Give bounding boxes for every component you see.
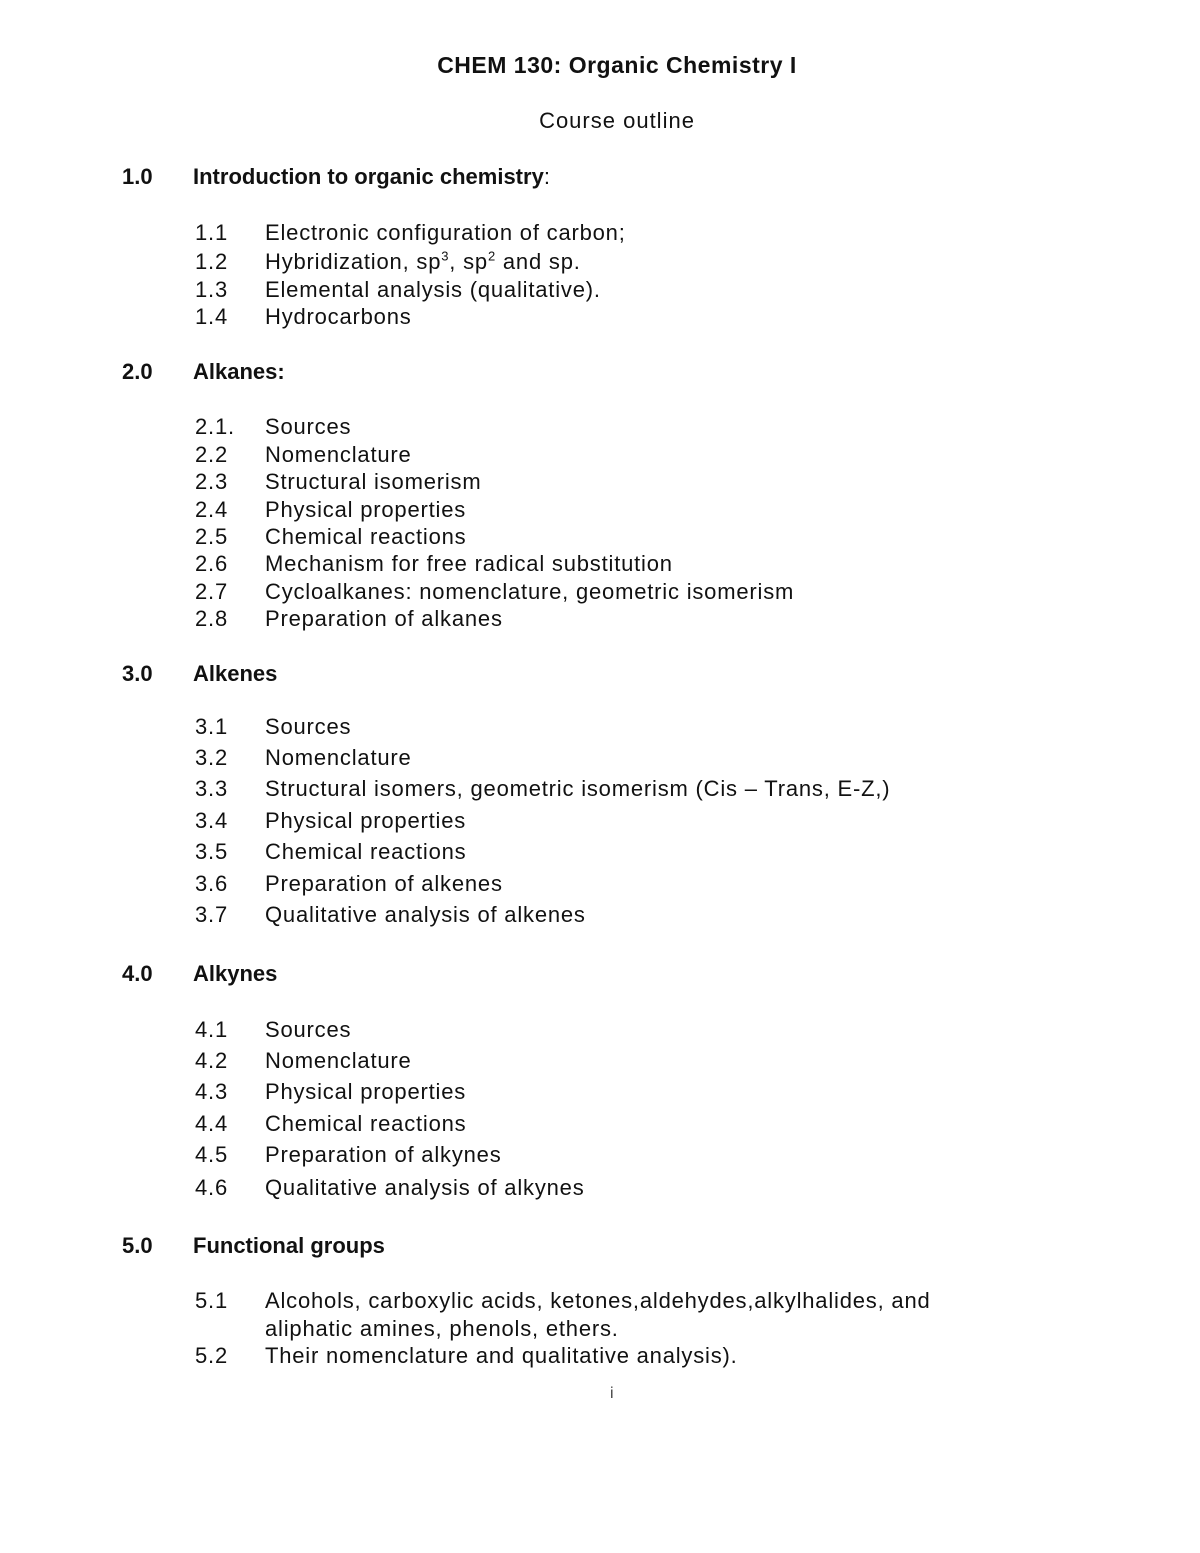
- item-number: 1.4: [195, 304, 228, 329]
- item-number: 2.6: [195, 551, 228, 576]
- item-text: Electronic configuration of carbon;: [265, 220, 626, 245]
- item-number: 2.4: [195, 497, 228, 522]
- item-text: Preparation of alkenes: [265, 871, 503, 896]
- document-subtitle: Course outline: [539, 108, 695, 133]
- section-heading-4: [122, 961, 277, 987]
- superscript: 3: [441, 248, 450, 264]
- item-number: 4.5: [195, 1142, 228, 1167]
- item-text: Nomenclature: [265, 745, 412, 770]
- item-text: Physical properties: [265, 497, 467, 522]
- item-number: 3.3: [195, 776, 228, 801]
- item-number: 4.4: [195, 1111, 228, 1136]
- item-text: Chemical reactions: [265, 524, 467, 549]
- item-number: 5.1: [195, 1288, 228, 1313]
- item-number: 4.3: [195, 1079, 228, 1104]
- section-title: Introduction to organic chemistry: [193, 164, 544, 189]
- item-text: Hybridization, $sp^3$, $sp^2$ and sp.: [265, 248, 581, 274]
- section-title-suffix: :: [543, 164, 550, 189]
- section-number: 1.0: [122, 164, 153, 189]
- item-number: 3.4: [195, 808, 228, 833]
- item-text: Nomenclature: [265, 442, 412, 467]
- item-number: 3.2: [195, 745, 228, 770]
- section-number: 2.0: [122, 359, 153, 384]
- section-number: 3.0: [122, 661, 153, 686]
- document-title: CHEM 130: Organic Chemistry I: [437, 52, 797, 78]
- item-text: Preparation of alkynes: [265, 1142, 502, 1167]
- item-number: 2.1.: [195, 414, 235, 439]
- item-number: 1.1: [195, 220, 228, 245]
- section-title: Alkynes: [193, 961, 278, 986]
- item-number: 2.2: [195, 442, 228, 467]
- item-text: Their nomenclature and qualitative analysis).: [265, 1343, 738, 1368]
- section-number: 5.0: [122, 1233, 153, 1258]
- item-text: Cycloalkanes: nomenclature, geometric isomerism: [265, 579, 795, 604]
- item-text: Sources: [265, 714, 352, 739]
- item-text: Structural isomerism: [265, 469, 482, 494]
- page-number: i: [610, 1385, 614, 1402]
- item-text: Sources: [265, 1017, 352, 1042]
- item-number: 3.1: [195, 714, 228, 739]
- item-text: aliphatic amines, phenols, ethers.: [265, 1316, 619, 1341]
- item-number: 5.2: [195, 1343, 228, 1368]
- item-number: 1.2: [195, 249, 228, 274]
- item-text: Physical properties: [265, 808, 467, 833]
- item-text: Qualitative analysis of alkenes: [265, 902, 586, 927]
- item-text: Alcohols, carboxylic acids, ketones,aldehydes,alkylhalides, and: [265, 1288, 931, 1313]
- item-text: Elemental analysis (qualitative).: [265, 277, 601, 302]
- item-number: 2.7: [195, 579, 228, 604]
- item-text: Qualitative analysis of alkynes: [265, 1175, 585, 1200]
- item-number: 3.6: [195, 871, 228, 896]
- item-number: 3.7: [195, 902, 228, 927]
- item-text: Preparation of alkanes: [265, 606, 503, 631]
- section-heading-1: [122, 164, 550, 190]
- item-text: Mechanism for free radical substitution: [265, 551, 673, 576]
- item-number: 3.5: [195, 839, 228, 864]
- section-title: Alkenes: [193, 661, 278, 686]
- section-number: 4.0: [122, 961, 153, 986]
- item-number: 4.2: [195, 1048, 228, 1073]
- section-title: Functional groups: [193, 1233, 385, 1258]
- item-text: Structural isomers, geometric isomerism (Cis – Trans, E-Z,): [265, 776, 891, 801]
- item-text: Hydrocarbons: [265, 304, 412, 329]
- item-text: Sources: [265, 414, 352, 439]
- item-number: 4.6: [195, 1175, 228, 1200]
- section-title: Alkanes:: [193, 359, 285, 384]
- item-text: Chemical reactions: [265, 1111, 467, 1136]
- section-heading-5: [122, 1233, 385, 1259]
- item-text: Chemical reactions: [265, 839, 467, 864]
- item-number: 2.8: [195, 606, 228, 631]
- section-heading-3: [122, 661, 277, 687]
- item-number: 2.3: [195, 469, 228, 494]
- item-number: 4.1: [195, 1017, 228, 1042]
- item-text: Physical properties: [265, 1079, 467, 1104]
- item-number: 2.5: [195, 524, 228, 549]
- superscript: 2: [487, 248, 496, 264]
- item-number: 1.3: [195, 277, 228, 302]
- item-text: Nomenclature: [265, 1048, 412, 1073]
- section-heading-2: [122, 359, 285, 385]
